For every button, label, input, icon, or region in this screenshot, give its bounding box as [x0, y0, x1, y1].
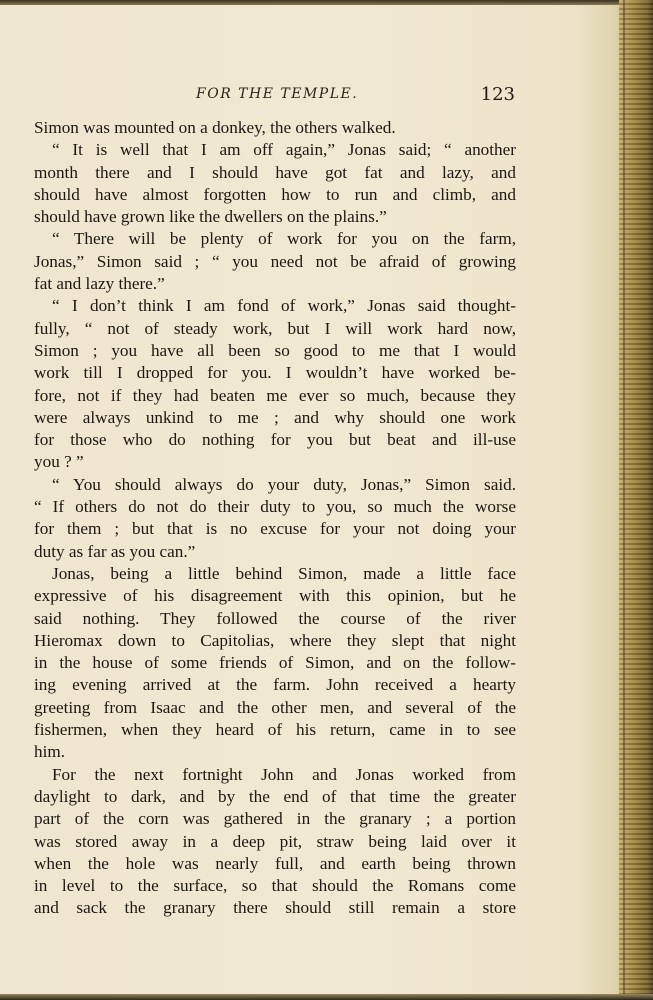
text-line: “ I don’t think I am fond of work,” Jonas said thought- [52, 296, 516, 316]
text-line: greeting from Isaac and the other men, and several of the [34, 697, 516, 717]
text-line: Jonas,” Simon said ; “ you need not be afraid of growing [34, 251, 516, 271]
text-line: was stored away in a deep pit, straw being laid over it [34, 831, 516, 851]
text-line: fat and lazy there.” [34, 274, 165, 294]
text-line: Hieromax down to Capitolias, where they slept that night [34, 630, 516, 650]
book-spine [619, 0, 653, 1000]
text-line: fore, not if they had beaten me ever so much, because they [34, 385, 516, 405]
text-line: in the house of some friends of Simon, and on the follow- [34, 653, 516, 673]
text-line: you ? ” [34, 452, 84, 472]
text-line: should have almost forgotten how to run and climb, and [34, 184, 516, 204]
page-bottom-edge [0, 994, 653, 1000]
text-line: “ If others do not do their duty to you, so much the worse [34, 497, 516, 517]
text-line: for those who do nothing for you but beat and ill-use [34, 430, 516, 450]
text-line: should have grown like the dwellers on the plains.” [34, 207, 387, 227]
text-line: in level to the surface, so that should the Romans come [34, 876, 516, 896]
text-line: “ It is well that I am off again,” Jonas said; “ another [52, 140, 516, 160]
text-line: expressive of his disagreement with this opinion, but he [34, 586, 516, 606]
running-title: FOR THE TEMPLE. [196, 86, 359, 102]
text-line: For the next fortnight John and Jonas worked from [52, 764, 516, 784]
text-line: Simon ; you have all been so good to me that I would [34, 340, 516, 360]
text-line: duty as far as you can.” [34, 541, 196, 561]
text-line: month there and I should have got fat and lazy, and [34, 162, 516, 182]
page-number: 123 [480, 84, 515, 105]
text-line: ing evening arrived at the farm. John received a hearty [34, 675, 516, 695]
text-line: him. [34, 742, 66, 762]
text-line: fishermen, when they heard of his return, came in to see [34, 720, 516, 740]
text-line: Simon was mounted on a donkey, the others walked. [34, 118, 396, 137]
text-line: work till I dropped for you. I wouldn’t have worked be- [34, 363, 516, 383]
text-line: “ There will be plenty of work for you on the farm, [52, 229, 516, 249]
page-top-edge [0, 0, 653, 5]
running-header [36, 84, 515, 108]
text-line: fully, “ not of steady work, but I will work hard now, [34, 318, 516, 338]
text-line: part of the corn was gathered in the granary ; a portion [34, 809, 516, 829]
text-line: said nothing. They followed the course of the river [34, 608, 516, 628]
text-line: Jonas, being a little behind Simon, made a little face [52, 563, 516, 583]
text-line: for them ; but that is no excuse for your not doing your [34, 519, 516, 539]
body-text [34, 117, 516, 920]
text-line: “ You should always do your duty, Jonas,” Simon said. [52, 474, 516, 494]
text-line: daylight to dark, and by the end of that time the greater [34, 786, 516, 806]
text-line: were always unkind to me ; and why should one work [34, 407, 516, 427]
text-line: when the hole was nearly full, and earth being thrown [34, 853, 516, 873]
text-line: and sack the granary there should still remain a store [34, 898, 516, 918]
